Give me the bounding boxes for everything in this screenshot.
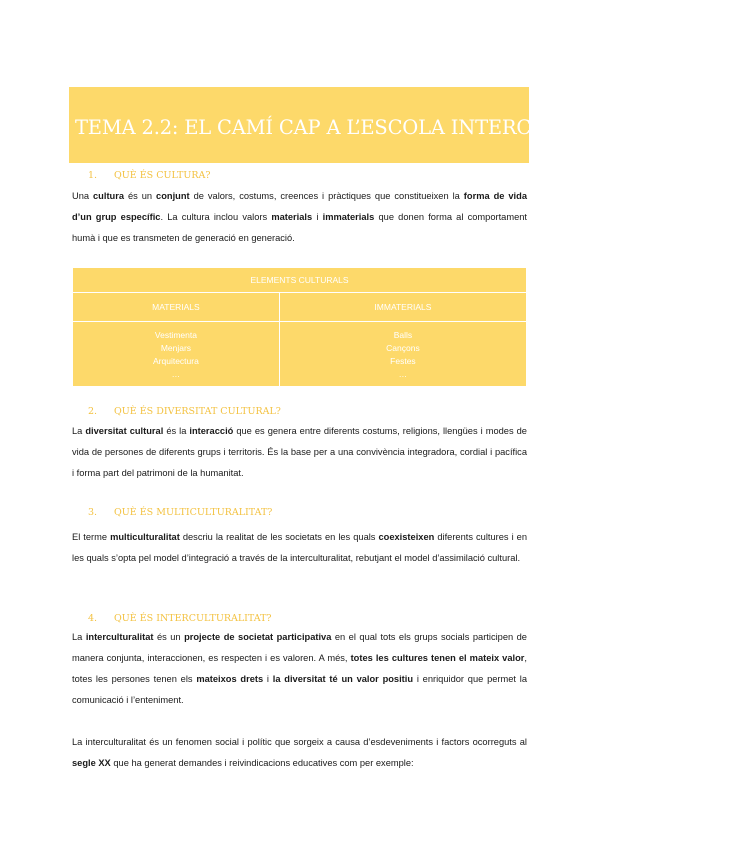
text-run: que ha generat demandes i reivindicacions educatives com per exemple:: [110, 758, 414, 768]
text-run: i: [263, 674, 273, 684]
text-run: La interculturalitat és un fenomen social i polític que sorgeix a causa d’esdeveniments i factors ocorreguts al: [72, 737, 527, 747]
page-title: TEMA 2.2: EL CAMÍ CAP A L’ESCOLA INTERCULTURAL INCLUSIVA: [75, 115, 749, 139]
bold-term: diversitat cultural: [85, 426, 164, 436]
bold-term: immaterials: [322, 212, 375, 222]
bold-term: projecte de societat participativa: [184, 632, 332, 642]
text-run: Una: [72, 191, 94, 201]
text-run: és un: [153, 632, 185, 642]
column-header-materials: MATERIALS: [73, 293, 280, 322]
title-banner: [69, 87, 749, 163]
list-item: Festes: [390, 356, 416, 366]
bold-term: interculturalitat: [85, 632, 154, 642]
text-run: El terme: [72, 532, 111, 542]
bold-term: segle XX: [72, 758, 111, 768]
bold-term: totes les cultures tenen el mateix valor: [350, 653, 525, 663]
section-heading-1: [88, 170, 210, 181]
text-run: La: [72, 632, 86, 642]
bold-term: mateixos drets: [196, 674, 264, 684]
section-title: QUÈ ÉS DIVERSITAT CULTURAL?: [114, 406, 281, 417]
text-run: i: [312, 212, 323, 222]
text-run: que es genera entre diferents costums, religions, llengües i modes de vida de persones de diferents grups i territoris. És la base per a una convivència integradora, cordial i pacífica i forma part del patrimoni de la humanitat.: [72, 426, 527, 478]
list-item: Menjars: [160, 343, 192, 353]
bold-term: multiculturalitat: [110, 532, 180, 542]
bold-term: la diversitat té un valor positiu: [272, 674, 414, 684]
text-run: i enriquidor que permet la comunicació i l’enteniment.: [72, 674, 528, 705]
text-run: en el qual tots els grups socials participen de manera conjunta, interaccionen, es respecten i es valoren. A més,: [72, 632, 527, 663]
text-run: , totes les persones tenen els: [72, 653, 527, 684]
text-run: és la: [163, 426, 190, 436]
section-heading-3: [88, 507, 272, 518]
section-heading-2: [88, 406, 281, 417]
bold-term: materials: [271, 212, 313, 222]
text-run: . La cultura inclou valors: [160, 212, 272, 222]
table-cell-immaterials: [279, 322, 526, 387]
cultural-elements-table: [72, 267, 527, 387]
text-run: de valors, costums, creences i pràctiques que constitueixen la: [189, 191, 464, 201]
list-item: Balls: [393, 330, 413, 340]
list-item: Arquitectura: [153, 356, 199, 366]
section-title: QUÈ ÉS MULTICULTURALITAT?: [114, 507, 273, 518]
table-cell-materials: [73, 322, 280, 387]
bold-term: interacció: [189, 426, 234, 436]
text-run: diferents cultures i en les quals s’opta pel model d’integració a través de la interculturalitat, rebutjant el model d’assimilació cultural.: [72, 532, 528, 563]
list-item: …: [171, 369, 181, 379]
section-number: 3.: [88, 507, 98, 518]
bold-term: coexisteixen: [378, 532, 435, 542]
section-paragraph-4b: [72, 732, 527, 774]
section-paragraph-4: [72, 627, 527, 711]
list-item: …: [398, 369, 408, 379]
table-header: ELEMENTS CULTURALS: [73, 268, 527, 293]
section-title: QUÈ ÉS CULTURA?: [114, 170, 211, 181]
text-run: La: [72, 426, 86, 436]
bold-term: cultura: [93, 191, 125, 201]
section-heading-4: [88, 613, 272, 624]
list-item: Vestimenta: [154, 330, 197, 340]
bold-term: conjunt: [156, 191, 190, 201]
section-title: QUÈ ÉS INTERCULTURALITAT?: [114, 613, 272, 624]
text-run: descriu la realitat de les societats en les quals: [179, 532, 379, 542]
section-number: 2.: [88, 406, 98, 417]
text-run: és un: [124, 191, 157, 201]
text-run: que donen forma al comportament humà i que es transmeten de generació en generació.: [72, 212, 528, 243]
bold-term: forma de vida d’un grup específic: [72, 191, 527, 222]
column-header-immaterials: IMMATERIALS: [279, 293, 526, 322]
section-number: 4.: [88, 613, 98, 624]
section-paragraph-2: [72, 421, 527, 484]
section-paragraph-3: [72, 527, 527, 569]
list-item: Cançons: [386, 343, 420, 353]
section-paragraph-1: [72, 186, 527, 249]
section-number: 1.: [88, 170, 98, 181]
